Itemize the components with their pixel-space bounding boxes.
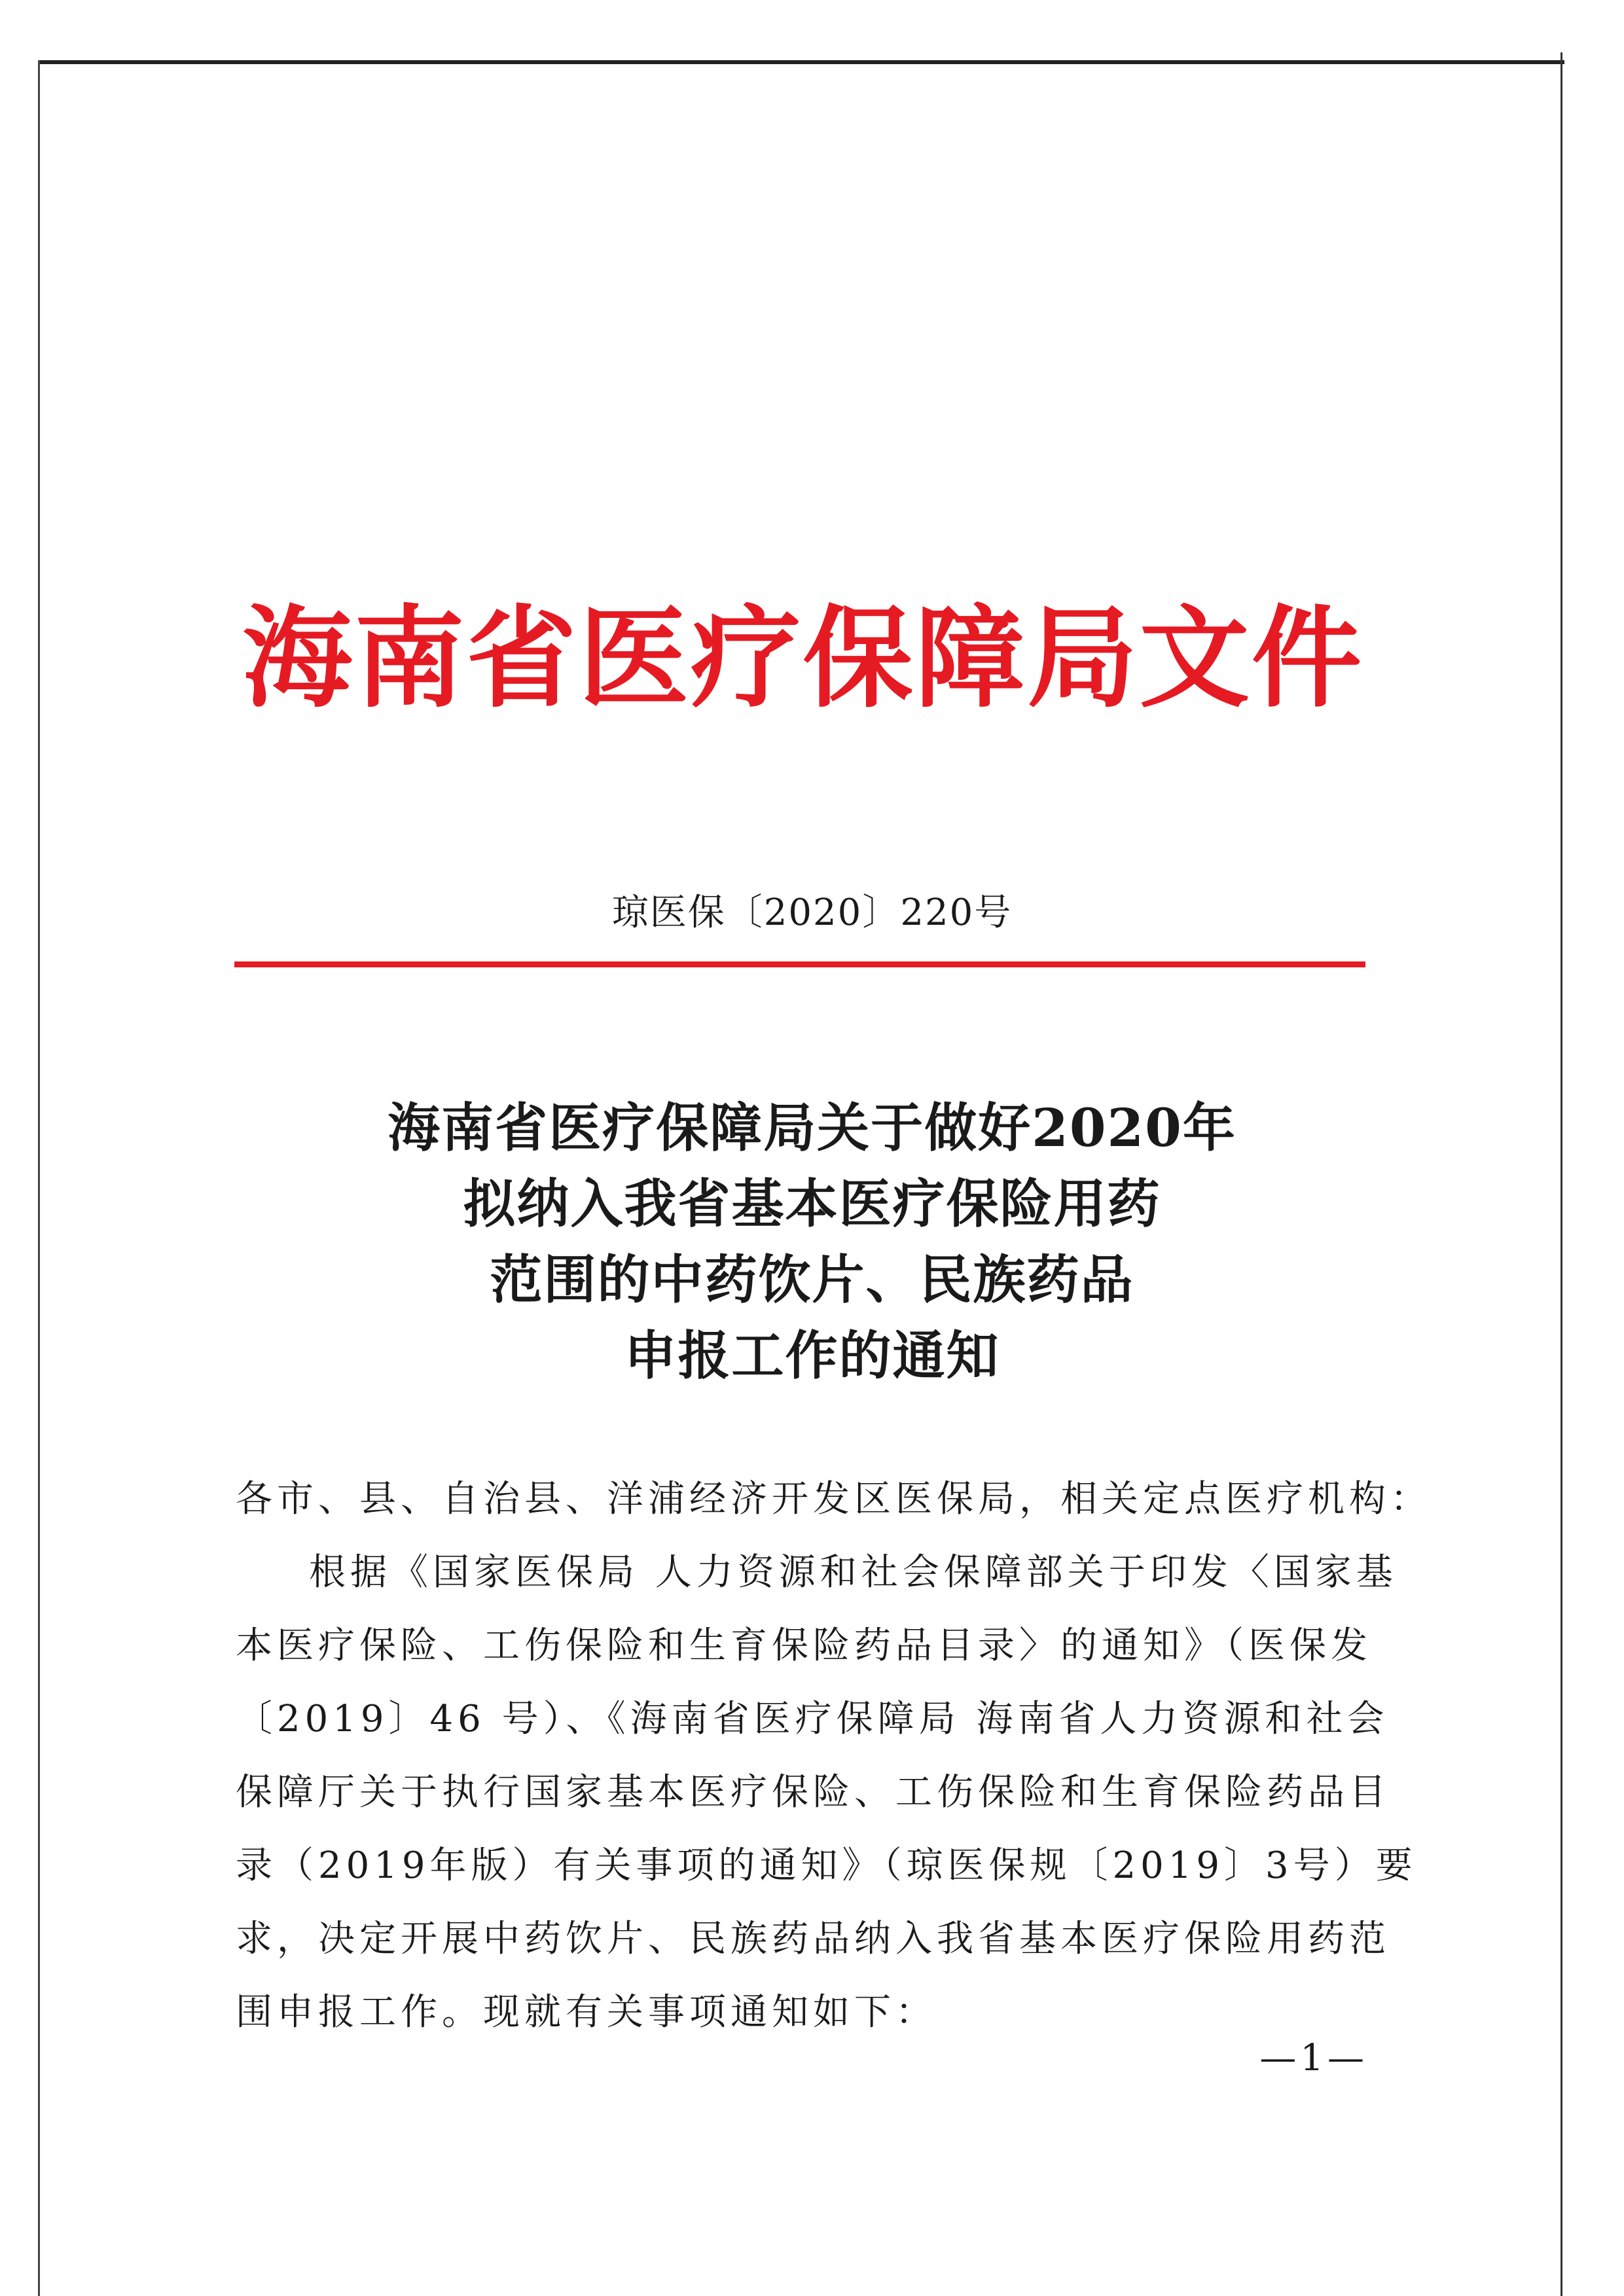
masthead-char: 省 [466, 593, 577, 723]
page-number: —1— [1259, 2037, 1368, 2079]
document-title [0, 1090, 1624, 1393]
body-line: 根据《国家医保局 人力资源和社会保障部关于印发〈国家基 [309, 1551, 1398, 1594]
salutation-line: 各市、县、自治县、洋浦经济开发区医保局，相关定点医疗机构： [236, 1478, 1432, 1520]
title-line: 海南省医疗保障局关于做好2020年 [388, 1097, 1236, 1158]
body-line: 求，决定开展中药饮片、民族药品纳入我省基本医疗保险用药范 [236, 1918, 1390, 1960]
masthead-char: 医 [578, 593, 689, 723]
title-line: 拟纳入我省基本医疗保险用药 [463, 1173, 1161, 1234]
masthead-char: 障 [914, 593, 1025, 723]
scan-top-edge [39, 60, 1564, 64]
document-number: 琼医保〔2020〕220号 [611, 891, 1013, 934]
title-line: 范围的中药饮片、民族药品 [490, 1249, 1134, 1310]
body-line: 本医疗保险、工伤保险和生育保险药品目录〉的通知》（医保发 [236, 1624, 1372, 1667]
document-body [236, 1463, 1432, 2049]
masthead-char: 文 [1139, 593, 1250, 723]
masthead-char: 疗 [691, 593, 801, 723]
body-line: 录（2019年版）有关事项的通知》（琼医保规〔2019〕3号）要 [236, 1844, 1417, 1887]
body-line: 〔2019〕46 号）、《海南省医疗保障局 海南省人力资源和社会 [236, 1698, 1389, 1740]
masthead-char: 南 [354, 593, 465, 723]
red-separator-rule [234, 961, 1365, 967]
masthead-char: 局 [1027, 593, 1138, 723]
masthead-char: 保 [803, 593, 913, 723]
document-masthead [242, 592, 1362, 723]
masthead-char: 件 [1251, 593, 1362, 723]
title-line: 申报工作的通知 [624, 1325, 1000, 1386]
body-line: 围申报工作。现就有关事项通知如下： [236, 1991, 937, 2034]
body-line: 保障厅关于执行国家基本医疗保险、工伤保险和生育保险药品目 [236, 1771, 1390, 1814]
masthead-char: 海 [242, 593, 352, 723]
